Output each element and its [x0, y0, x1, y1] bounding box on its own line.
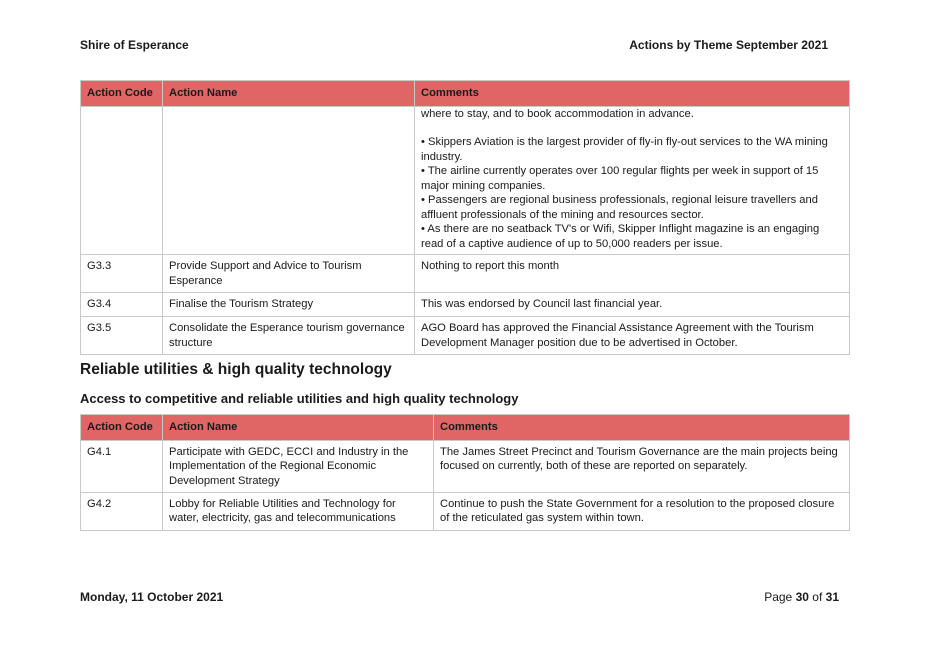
footer-date: Monday, 11 October 2021	[80, 590, 224, 604]
action-name-cell: Provide Support and Advice to Tourism Esperance	[163, 255, 415, 293]
page-prefix: Page	[764, 590, 793, 604]
column-header-action-code: Action Code	[81, 81, 163, 107]
comment-line: where to stay, and to book accommodation in advance.	[421, 107, 694, 120]
comments-cell	[415, 106, 850, 255]
page-total: 31	[825, 590, 839, 604]
comments-cell: The James Street Precinct and Tourism Governance are the main projects being focused on currently, both of these are reported on separately.	[434, 440, 850, 492]
action-name-cell: Participate with GEDC, ECCI and Industry in the Implementation of the Regional Economic Development Strategy	[163, 440, 434, 492]
action-name-cell: Lobby for Reliable Utilities and Technology for water, electricity, gas and telecommunications	[163, 492, 434, 530]
table-row	[81, 492, 850, 530]
column-header-comments: Comments	[415, 81, 850, 107]
column-header-action-code: Action Code	[81, 415, 163, 441]
page-of: of	[812, 590, 823, 604]
header-report-title: Actions by Theme September 2021	[629, 38, 828, 52]
actions-table-g3	[80, 80, 850, 355]
section-subheading: Access to competitive and reliable utilities and high quality technology	[80, 391, 519, 406]
table-header-row	[81, 81, 850, 107]
table-row	[81, 106, 850, 255]
action-code-cell: G3.3	[81, 255, 163, 293]
action-code-cell: G3.4	[81, 293, 163, 317]
comment-bullet: • Passengers are regional business professionals, regional leisure travellers and affluent professionals of the mining and resources sector.	[421, 194, 818, 221]
comments-cell: Continue to push the State Government for a resolution to the proposed closure of the reticulated gas system within town.	[434, 492, 850, 530]
comments-cell: AGO Board has approved the Financial Assistance Agreement with the Tourism Development Manager position due to be advertised in October.	[415, 317, 850, 355]
footer-page-number	[764, 590, 839, 604]
comments-cell: Nothing to report this month	[415, 255, 850, 293]
comment-bullet: • The airline currently operates over 100 regular flights per week in support of 15 major mining companies.	[421, 165, 819, 192]
header-organisation: Shire of Esperance	[80, 38, 189, 52]
table-row	[81, 440, 850, 492]
column-header-comments: Comments	[434, 415, 850, 441]
action-code-cell: G3.5	[81, 317, 163, 355]
action-name-cell	[163, 106, 415, 255]
table-row	[81, 293, 850, 317]
action-code-cell	[81, 106, 163, 255]
table-row	[81, 255, 850, 293]
actions-table-g4	[80, 414, 850, 531]
section-heading: Reliable utilities & high quality technology	[80, 361, 392, 378]
column-header-action-name: Action Name	[163, 81, 415, 107]
action-name-cell: Finalise the Tourism Strategy	[163, 293, 415, 317]
action-code-cell: G4.2	[81, 492, 163, 530]
comment-bullet: • As there are no seatback TV's or Wifi, Skipper Inflight magazine is an engaging read of a captive audience of up to 50,000 readers per issue.	[421, 223, 820, 250]
column-header-action-name: Action Name	[163, 415, 434, 441]
action-name-cell: Consolidate the Esperance tourism governance structure	[163, 317, 415, 355]
page-current: 30	[795, 590, 809, 604]
table-header-row	[81, 415, 850, 441]
action-code-cell: G4.1	[81, 440, 163, 492]
comments-cell: This was endorsed by Council last financial year.	[415, 293, 850, 317]
table-row	[81, 317, 850, 355]
comment-bullet: • Skippers Aviation is the largest provider of fly-in fly-out services to the WA mining industry.	[421, 136, 828, 163]
